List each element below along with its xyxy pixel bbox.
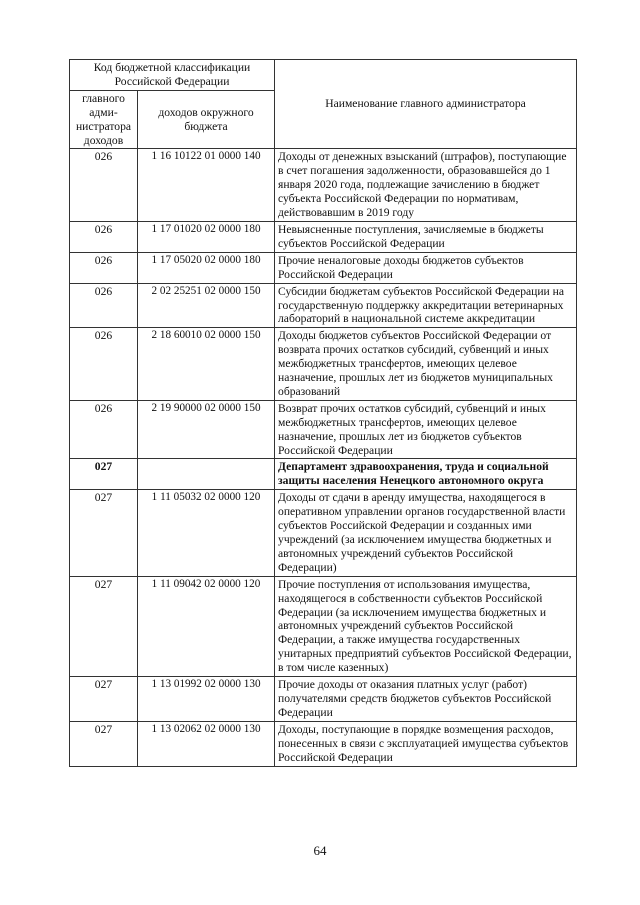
income-code-cell: 1 17 01020 02 0000 180 (138, 221, 275, 252)
admin-code-cell: 026 (70, 149, 138, 222)
income-code-cell: 2 18 60010 02 0000 150 (138, 328, 275, 401)
table-row (70, 328, 577, 401)
page-number: 64 (313, 843, 327, 858)
income-name-cell: Прочие доходы от оказания платных услуг (работ) получателями средств бюджетов субъектов Российской Федерации (275, 677, 577, 722)
income-name-cell: Возврат прочих остатков субсидий, субвенций и иных межбюджетных трансфертов, имеющих целевое назначение, прошлых лет из бюджетов субъектов Российской Федерации (275, 400, 577, 459)
income-name-cell: Прочие неналоговые доходы бюджетов субъектов Российской Федерации (275, 252, 577, 283)
header-col-income: доходов окружного бюджета (138, 90, 275, 149)
income-code-cell (138, 459, 275, 490)
table-row (70, 490, 577, 576)
income-code-cell: 1 13 01992 02 0000 130 (138, 677, 275, 722)
table-row (70, 576, 577, 676)
admin-code-cell: 026 (70, 328, 138, 401)
table-row (70, 721, 577, 766)
header-row-group (70, 60, 577, 91)
table-row (70, 400, 577, 459)
income-name-cell: Субсидии бюджетам субъектов Российской Федерации на государственную поддержку аккредитации ветеринарных лабораторий в национальной системе аккредитации (275, 283, 577, 328)
admin-code-cell: 027 (70, 490, 138, 576)
income-name-cell: Доходы от сдачи в аренду имущества, находящегося в оперативном управлении органов государственной власти субъектов Российской Федерации и созданных ими учреждений (за исключением имущества бюджетных и автономных учреждений субъектов Российской Федерации) (275, 490, 577, 576)
admin-code-cell: 026 (70, 283, 138, 328)
income-name-cell: Доходы от денежных взысканий (штрафов), поступающие в счет погашения задолженности, образовавшейся до 1 января 2020 года, подлежащие зачислению в бюджет субъекта Российской Федерации по нормативам, действовавшим в 2019 году (275, 149, 577, 222)
header-col-name: Наименование главного администратора (275, 60, 577, 149)
admin-code-cell: 027 (70, 576, 138, 676)
administrator-name-cell: Департамент здравоохранения, труда и социальной защиты населения Ненецкого автономного округа (275, 459, 577, 490)
income-code-cell: 1 17 05020 02 0000 180 (138, 252, 275, 283)
income-code-cell: 2 19 90000 02 0000 150 (138, 400, 275, 459)
header-group-title: Код бюджетной классификации Российской Федерации (70, 60, 275, 91)
admin-code-cell: 026 (70, 252, 138, 283)
admin-code-cell: 026 (70, 400, 138, 459)
table-row (70, 149, 577, 222)
income-code-cell: 1 16 10122 01 0000 140 (138, 149, 275, 222)
income-code-cell: 1 11 09042 02 0000 120 (138, 576, 275, 676)
income-name-cell: Доходы бюджетов субъектов Российской Федерации от возврата прочих остатков субсидий, субвенций и иных межбюджетных трансфертов, имеющих целевое назначение, прошлых лет из бюджетов муниципальных образований (275, 328, 577, 401)
header-col-admin: главного адми-нистратора доходов (70, 90, 138, 149)
income-code-cell: 1 13 02062 02 0000 130 (138, 721, 275, 766)
table-row (70, 221, 577, 252)
admin-code-cell: 026 (70, 221, 138, 252)
income-code-cell: 1 11 05032 02 0000 120 (138, 490, 275, 576)
budget-classification-table (69, 59, 577, 767)
table-row (70, 677, 577, 722)
income-code-cell: 2 02 25251 02 0000 150 (138, 283, 275, 328)
income-name-cell: Прочие поступления от использования имущества, находящегося в собственности субъектов Российской Федерации (за исключением имущества бюджетных и автономных учреждений субъектов Российской Федерации, а также имущества государственных унитарных предприятий субъектов Российской Федерации, в том числе казенных) (275, 576, 577, 676)
admin-code-cell: 027 (70, 721, 138, 766)
admin-code-cell: 027 (70, 459, 138, 490)
table-row (70, 283, 577, 328)
income-name-cell: Невыясненные поступления, зачисляемые в бюджеты субъектов Российской Федерации (275, 221, 577, 252)
table-row (70, 252, 577, 283)
income-name-cell: Доходы, поступающие в порядке возмещения расходов, понесенных в связи с эксплуатацией имущества субъектов Российской Федерации (275, 721, 577, 766)
admin-code-cell: 027 (70, 677, 138, 722)
table-row (70, 459, 577, 490)
